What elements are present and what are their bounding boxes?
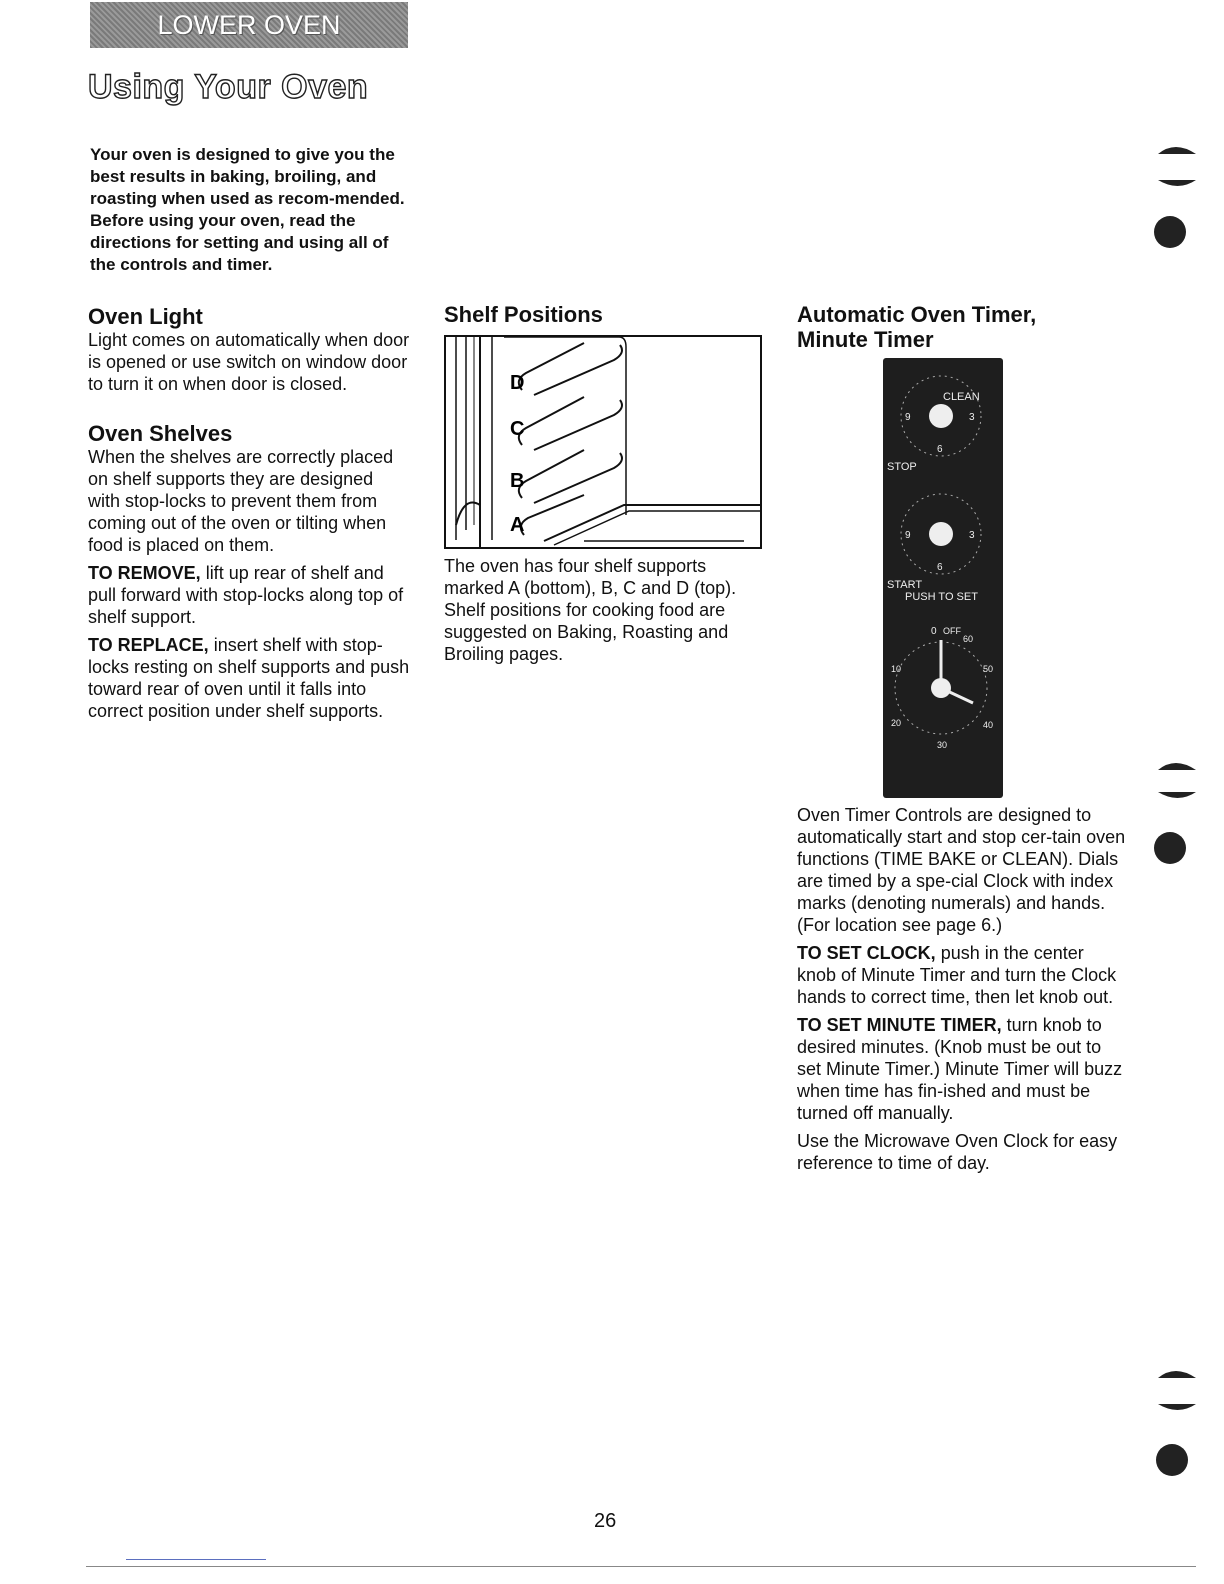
binder-tab-mark-bottom [1150,1360,1200,1490]
minute-dial-60: 60 [963,634,974,644]
column-right [797,302,1127,1180]
stop-dial-knob [929,404,953,428]
minute-dial-40: 40 [983,720,994,730]
bottom-rule-accent [126,1559,266,1560]
page-number: 26 [594,1510,617,1532]
shelf-label-c: C [510,418,525,440]
binder-tab-mark-middle [1150,756,1200,876]
minute-dial-10: 10 [891,664,902,674]
set-minute-timer-text: turn knob to desired minutes. (Knob must be out to set Minute Timer.) Minute Timer will buzz when time has fin-ished and must be turned off manually. [797,1015,1123,1123]
oven-timer-panel-image [883,358,1003,798]
column-left [88,304,410,728]
clean-label: CLEAN [943,391,980,403]
shelf-label-b: B [510,470,525,492]
off-label: OFF [943,626,961,636]
intro-paragraph: Your oven is designed to give you the best results in baking, broiling, and roasting when used as recom-mended. Before using your oven, read the directions for setting and using all of the controls and timer. [90,145,405,274]
oven-shelves-section [88,421,410,722]
set-clock-text: push in the center knob of Minute Timer and turn the Clock hands to correct time, then let knob out. [797,943,1117,1007]
oven-light-text: Light comes on automatically when door is opened or use switch on window door to turn it on when door is closed. [88,330,410,394]
start-dial-6: 6 [937,562,943,573]
set-clock-instructions [797,942,1127,1008]
start-dial-9: 9 [905,530,911,541]
shelf-positions-caption: The oven has four shelf supports marked A (bottom), B, C and D (top). Shelf positions for cooking food are suggested on Baking, Roasting and Broiling pages. [444,556,737,664]
shelf-label-d: D [510,372,525,394]
microwave-clock-note: Use the Microwave Oven Clock for easy reference to time of day. [797,1131,1118,1173]
remove-instructions [88,562,410,628]
minute-dial-0: 0 [931,626,937,637]
oven-shelves-text: When the shelves are correctly placed on shelf supports they are designed with stop-locks to prevent them from coming out of the oven or tilting when food is placed on them. [88,447,394,555]
binder-tab-mark-top [1150,140,1200,260]
timer-caption: Oven Timer Controls are designed to automatically start and stop cer-tain oven functions (TIME BAKE or CLEAN). Dials are timed by a spe-cial Clock with index marks (denoting numerals) and hands. (For location see page 6.) [797,805,1126,935]
minute-dial-20: 20 [891,718,902,728]
timer-heading-line1: Automatic Oven Timer, [797,302,1037,327]
column-middle [444,302,764,671]
replace-instructions [88,634,410,722]
stop-label: STOP [887,461,917,473]
shelf-positions-diagram [444,335,762,549]
push-to-set-label: PUSH TO SET [905,591,978,603]
oven-light-section [88,304,410,395]
stop-dial-3: 3 [969,412,975,423]
start-label: START [887,579,923,591]
stop-dial-9: 9 [905,412,911,423]
stop-dial-6: 6 [937,444,943,455]
oven-shelves-heading: Oven Shelves [88,421,233,446]
section-banner [90,2,408,48]
set-minute-timer-label: TO SET MINUTE TIMER, [797,1015,1002,1035]
replace-label: TO REPLACE, [88,635,209,655]
oven-light-heading: Oven Light [88,304,203,329]
section-label: LOWER OVEN [157,9,341,40]
minute-dial-30: 30 [937,740,948,750]
set-minute-timer-instructions [797,1014,1127,1124]
shelf-label-a: A [510,514,525,536]
start-dial-knob [929,522,953,546]
remove-label: TO REMOVE, [88,563,201,583]
timer-heading-line2: Minute Timer [797,327,934,352]
page-title: Using Your Oven [88,68,369,106]
start-dial-3: 3 [969,530,975,541]
shelf-positions-heading: Shelf Positions [444,302,603,327]
replace-text: insert shelf with stop-locks resting on shelf supports and push toward rear of oven until it falls into correct position under shelf supports. [88,635,410,721]
minute-dial-50: 50 [983,664,994,674]
remove-text: lift up rear of shelf and pull forward with stop-locks along top of shelf support. [88,563,404,627]
bottom-rule [86,1566,1196,1567]
set-clock-label: TO SET CLOCK, [797,943,936,963]
